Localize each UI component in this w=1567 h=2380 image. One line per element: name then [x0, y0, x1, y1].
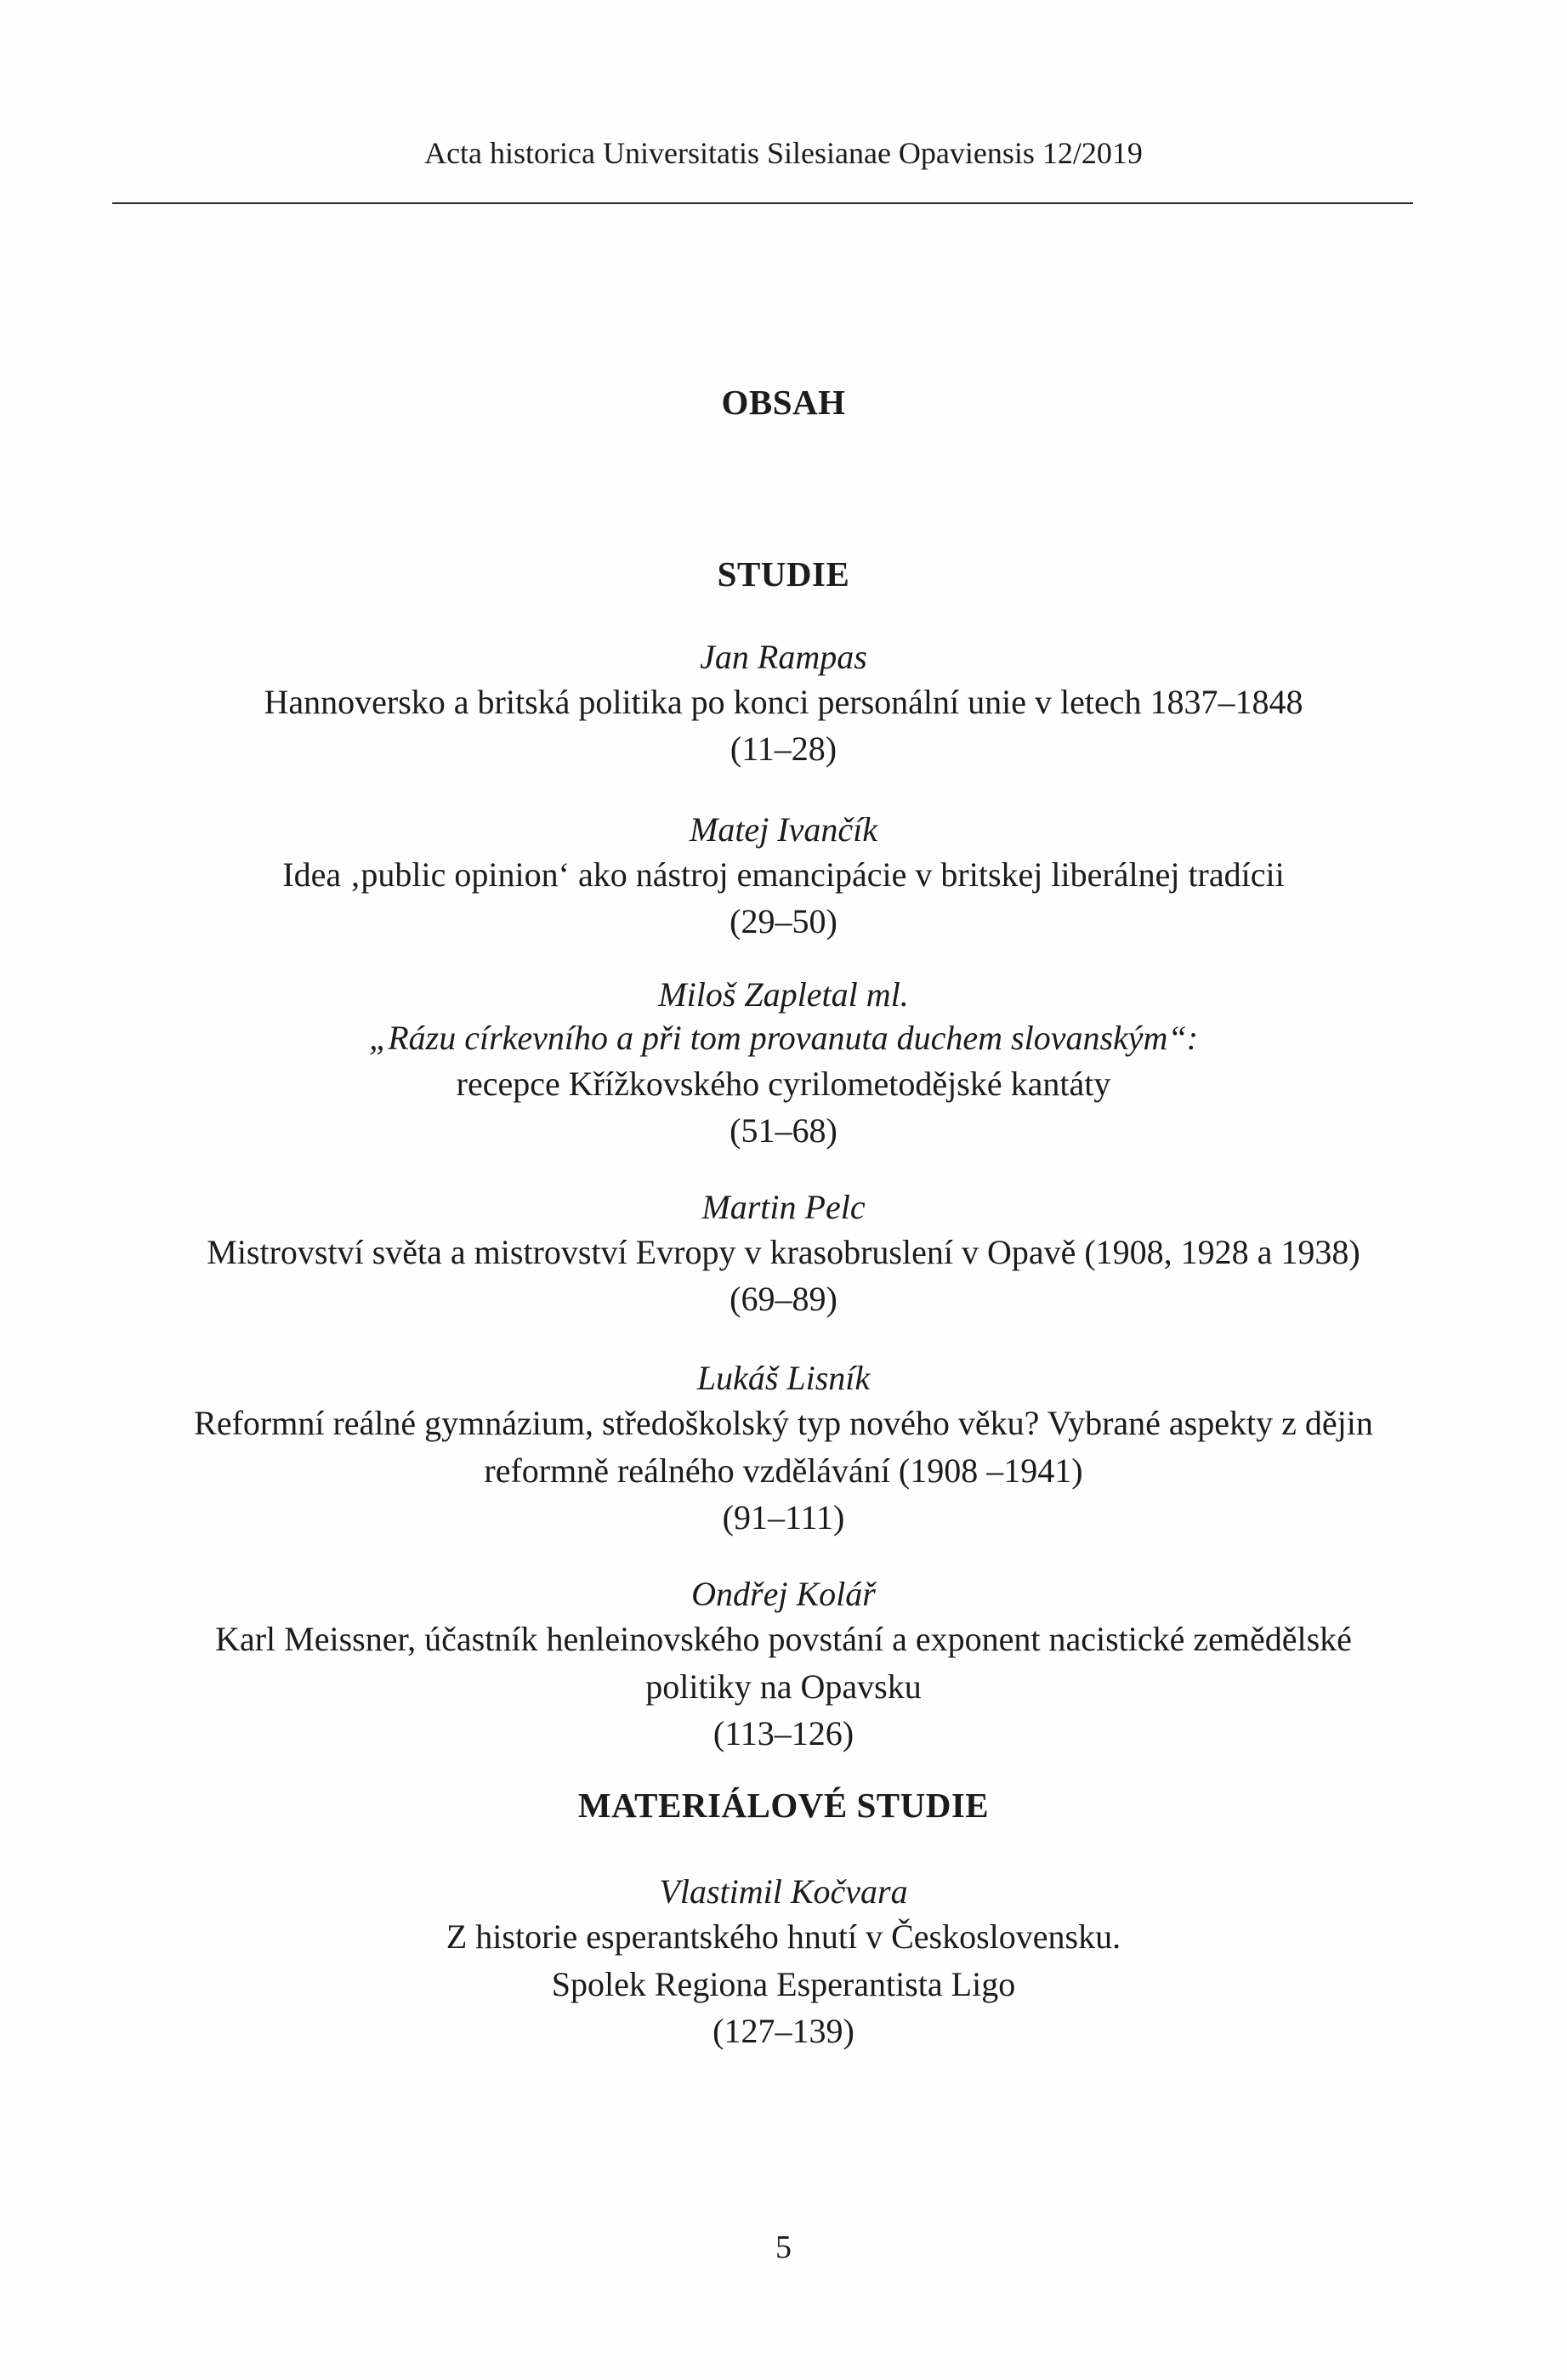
- section-heading-studie: STUDIE: [717, 554, 850, 594]
- toc-entry: [85, 1871, 1482, 2054]
- entry-title-italic: „Rázu církevního a při tom provanuta duchem slovanským“:: [368, 1019, 1199, 1057]
- entry-title: Mistrovství světa a mistrovství Evropy v krasobruslení v Opavě (1908, 1928 a 1938): [207, 1233, 1360, 1271]
- running-header: Acta historica Universitatis Silesianae Opaviensis 12/2019: [424, 136, 1143, 170]
- toc-entry: [85, 809, 1482, 945]
- contents-heading: OBSAH: [721, 383, 846, 422]
- entry-title: reformně reálného vzdělávání (1908 –1941): [484, 1451, 1083, 1490]
- entry-pages: (113–126): [713, 1714, 854, 1752]
- header-rule: [112, 202, 1413, 204]
- toc-entry: [85, 974, 1482, 1154]
- toc-entry: [85, 1573, 1482, 1757]
- toc-entry: [85, 1186, 1482, 1322]
- entry-title: Hannoversko a britská politika po konci personální unie v letech 1837–1848: [264, 683, 1303, 721]
- entry-pages: (29–50): [730, 902, 837, 940]
- entry-title: Karl Meissner, účastník henleinovského povstání a exponent nacistické zemědělské: [215, 1620, 1352, 1658]
- entry-title: Spolek Regiona Esperantista Ligo: [551, 1965, 1016, 2003]
- entry-author: Miloš Zapletal ml.: [658, 975, 909, 1014]
- entry-pages: (127–139): [713, 2012, 854, 2050]
- entry-title: recepce Křížkovského cyrilometodějské kantáty: [456, 1065, 1111, 1103]
- entry-title: politiky na Opavsku: [645, 1667, 922, 1706]
- entry-author: Matej Ivančík: [690, 810, 877, 849]
- toc-entry: [85, 636, 1482, 772]
- toc-entry: [85, 1357, 1482, 1541]
- entry-pages: (69–89): [730, 1280, 837, 1318]
- entry-title: Reformní reálné gymnázium, středoškolský typ nového věku? Vybrané aspekty z dějin: [194, 1404, 1373, 1442]
- entry-pages: (51–68): [730, 1111, 837, 1150]
- entry-pages: (91–111): [722, 1498, 845, 1536]
- entry-pages: (11–28): [730, 730, 837, 768]
- entry-author: Vlastimil Kočvara: [659, 1872, 908, 1911]
- entry-author: Lukáš Lisník: [696, 1359, 871, 1397]
- entry-title: Z historie esperantského hnutí v Československu.: [446, 1917, 1121, 1956]
- section-heading-materialove-studie: MATERIÁLOVÉ STUDIE: [577, 1786, 990, 1825]
- entry-author: Martin Pelc: [701, 1188, 866, 1226]
- page-number: 5: [775, 2229, 792, 2265]
- entry-author: Jan Rampas: [700, 638, 867, 676]
- entry-title: Idea ‚public opinion‘ ako nástroj emancipácie v britskej liberálnej tradícii: [282, 855, 1285, 894]
- entry-author: Ondřej Kolář: [691, 1575, 876, 1613]
